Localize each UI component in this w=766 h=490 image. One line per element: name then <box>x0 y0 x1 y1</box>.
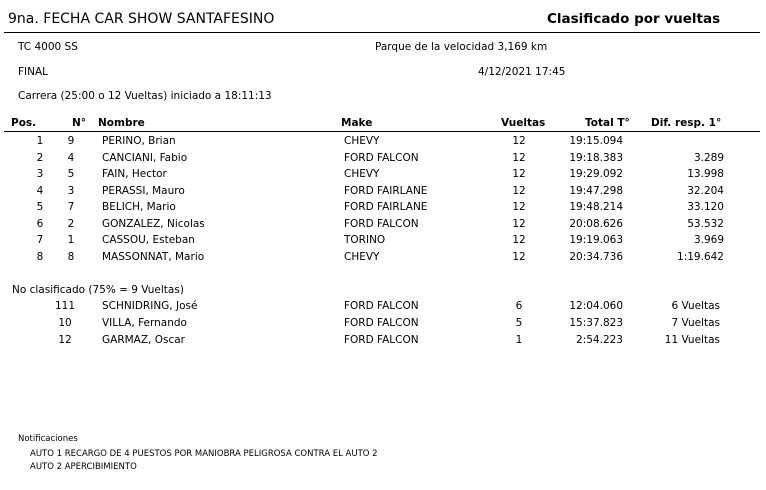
cell-diff: 33.120 <box>687 201 724 213</box>
cell-name: PERINO, Brian <box>102 135 176 147</box>
cell-make: FORD FALCON <box>344 317 419 329</box>
cell-total: 19:47.298 <box>569 185 623 197</box>
table-row <box>0 218 766 235</box>
cell-make: FORD FALCON <box>344 334 419 346</box>
cell-make: FORD FALCON <box>344 152 419 164</box>
cell-pos: 5 <box>36 201 44 213</box>
col-header-diff: Dif. resp. 1° <box>651 117 722 129</box>
cell-total: 19:48.214 <box>569 201 623 213</box>
cell-name: MASSONNAT, Mario <box>102 251 205 263</box>
cell-make: FORD FALCON <box>344 218 419 230</box>
cell-name: CASSOU, Esteban <box>102 234 195 246</box>
cell-laps: 12 <box>512 234 526 246</box>
circuit-label: Parque de la velocidad 3,169 km <box>375 41 548 53</box>
cell-name: PERASSI, Mauro <box>102 185 185 197</box>
col-header-pos: Pos. <box>11 117 37 129</box>
cell-pos: 4 <box>36 185 44 197</box>
cell-total: 20:08.626 <box>569 218 623 230</box>
header-divider <box>4 32 760 33</box>
table-row <box>0 201 766 218</box>
cell-diff: 11 Vueltas <box>664 334 720 346</box>
cell-no: 8 <box>67 251 75 263</box>
report-title: 9na. FECHA CAR SHOW SANTAFESINO <box>8 11 275 27</box>
cell-laps: 1 <box>515 334 523 346</box>
notes-heading: Notificaciones <box>18 434 78 444</box>
cell-make: FORD FAIRLANE <box>344 201 428 213</box>
not-classified-heading: No clasificado (75% = 9 Vueltas) <box>12 284 184 296</box>
cell-total: 15:37.823 <box>569 317 623 329</box>
col-header-name: Nombre <box>98 117 145 129</box>
cell-no: 2 <box>67 218 75 230</box>
cell-laps: 12 <box>512 135 526 147</box>
cell-pos: 6 <box>36 218 44 230</box>
cell-name: CANCIANI, Fabio <box>102 152 188 164</box>
table-row <box>0 251 766 268</box>
cell-diff: 13.998 <box>687 168 724 180</box>
col-header-no: N° <box>72 117 87 129</box>
col-header-total: Total T° <box>585 117 630 129</box>
cell-no: 5 <box>67 168 75 180</box>
cell-no: 4 <box>67 152 75 164</box>
cell-laps: 6 <box>515 300 523 312</box>
cell-no: 10 <box>58 317 72 329</box>
cell-laps: 12 <box>512 201 526 213</box>
cell-no: 111 <box>54 300 76 312</box>
cell-make: FORD FALCON <box>344 300 419 312</box>
table-row <box>0 185 766 202</box>
cell-pos: 2 <box>36 152 44 164</box>
cell-total: 19:15.094 <box>569 135 623 147</box>
cell-laps: 12 <box>512 185 526 197</box>
note-item: AUTO 2 APERCIBIMIENTO <box>30 462 137 472</box>
session-label: FINAL <box>18 66 49 78</box>
table-row <box>0 317 766 334</box>
cell-no: 7 <box>67 201 75 213</box>
cell-pos: 1 <box>36 135 44 147</box>
cell-total: 20:34.736 <box>569 251 623 263</box>
cell-name: SCHNIDRING, José <box>102 300 198 312</box>
table-row <box>0 152 766 169</box>
cell-name: GARMAZ, Oscar <box>102 334 185 346</box>
cell-total: 12:04.060 <box>569 300 623 312</box>
category-label: TC 4000 SS <box>18 41 78 53</box>
table-row <box>0 234 766 251</box>
table-row <box>0 300 766 317</box>
cell-laps: 12 <box>512 152 526 164</box>
cell-diff: 53.532 <box>687 218 724 230</box>
cell-total: 19:19.063 <box>569 234 623 246</box>
col-header-make: Make <box>341 117 373 129</box>
cell-pos: 7 <box>36 234 44 246</box>
cell-laps: 12 <box>512 218 526 230</box>
cell-diff: 1:19.642 <box>677 251 724 263</box>
cell-name: VILLA, Fernando <box>102 317 187 329</box>
cell-total: 19:18.383 <box>569 152 623 164</box>
cell-pos: 8 <box>36 251 44 263</box>
cell-total: 2:54.223 <box>576 334 623 346</box>
note-item: AUTO 1 RECARGO DE 4 PUESTOS POR MANIOBRA PELIGROSA CONTRA EL AUTO 2 <box>30 449 378 459</box>
cell-make: CHEVY <box>344 251 380 263</box>
cell-no: 12 <box>58 334 72 346</box>
table-header-divider <box>4 131 760 132</box>
cell-laps: 12 <box>512 251 526 263</box>
cell-name: FAIN, Hector <box>102 168 167 180</box>
cell-make: TORINO <box>344 234 386 246</box>
cell-make: FORD FAIRLANE <box>344 185 428 197</box>
cell-make: CHEVY <box>344 135 380 147</box>
cell-laps: 5 <box>515 317 523 329</box>
cell-name: BELICH, Mario <box>102 201 176 213</box>
cell-no: 9 <box>67 135 75 147</box>
race-info-label: Carrera (25:00 o 12 Vueltas) iniciado a 18:11:13 <box>18 90 272 102</box>
cell-pos: 3 <box>36 168 44 180</box>
cell-name: GONZALEZ, Nicolas <box>102 218 205 230</box>
cell-diff: 3.969 <box>693 234 724 246</box>
report-subtitle: Clasificado por vueltas <box>547 11 721 27</box>
table-row <box>0 135 766 152</box>
cell-no: 3 <box>67 185 75 197</box>
table-row <box>0 168 766 185</box>
cell-diff: 6 Vueltas <box>671 300 720 312</box>
cell-diff: 32.204 <box>687 185 724 197</box>
cell-make: CHEVY <box>344 168 380 180</box>
cell-diff: 3.289 <box>693 152 724 164</box>
cell-no: 1 <box>67 234 75 246</box>
datetime-label: 4/12/2021 17:45 <box>478 66 566 78</box>
cell-laps: 12 <box>512 168 526 180</box>
cell-diff: 7 Vueltas <box>671 317 720 329</box>
col-header-laps: Vueltas <box>501 117 546 129</box>
cell-total: 19:29.092 <box>569 168 623 180</box>
table-row <box>0 334 766 351</box>
